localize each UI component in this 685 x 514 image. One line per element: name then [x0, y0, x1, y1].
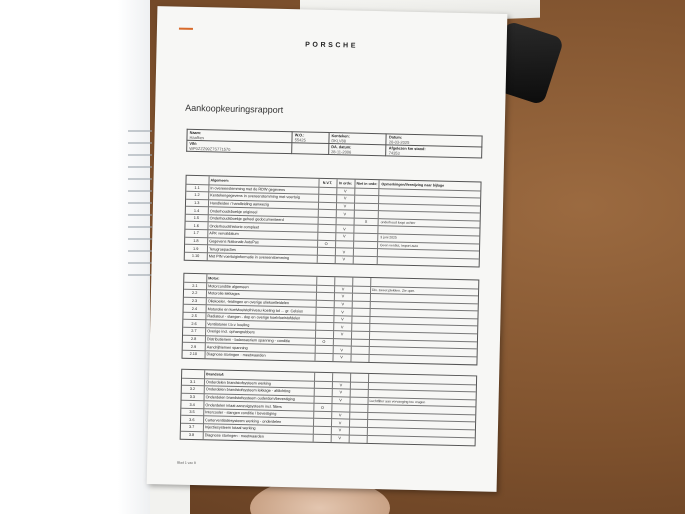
- item-number: 1.3: [186, 199, 208, 207]
- item-in-orde-mark: V: [333, 308, 351, 316]
- item-description: Aandrijfriemen spanning: [205, 343, 315, 353]
- item-niet-in-orde-mark: [353, 256, 378, 264]
- item-in-orde-mark: V: [335, 225, 353, 233]
- item-note: Div. zweet plekken. Zie opm.: [370, 286, 478, 296]
- item-note: [367, 435, 475, 445]
- inspection-report-sheet: [147, 6, 508, 492]
- vehicle-info-value: 28-03-2025: [388, 138, 410, 145]
- item-description: Handleiden / handleiding aanwezig: [208, 199, 318, 209]
- item-number: 2.5: [183, 312, 205, 320]
- item-description: Onderhoudshistorie compleet: [207, 222, 317, 232]
- item-nvt-mark: [314, 353, 332, 361]
- vehicle-info-label: Naam:: [189, 130, 202, 135]
- vehicle-info-cell: [292, 143, 329, 155]
- item-note: [368, 354, 476, 364]
- item-number: 1.2: [186, 191, 208, 199]
- item-description: Kentekengegevens in overeenstemming met voertuig: [208, 192, 318, 202]
- vehicle-info-label: Afgelezen km stand:: [388, 145, 426, 151]
- column-niet-in-orde: Niet in orde:: [354, 180, 379, 189]
- item-in-orde-mark: V: [331, 412, 349, 420]
- vehicle-info-label: [295, 144, 327, 145]
- item-number: 2.3: [184, 297, 206, 305]
- item-in-orde-mark: V: [333, 331, 351, 339]
- item-in-orde-mark: V: [336, 202, 354, 210]
- item-nvt-mark: [313, 434, 331, 442]
- item-in-orde-mark: V: [331, 419, 349, 427]
- item-note: Luchtfilter aan vervanging toe vragen: [367, 397, 475, 407]
- item-description: Gegevens Nationale AutoPas: [207, 237, 317, 247]
- vehicle-info-value: DKLV88: [331, 137, 347, 143]
- vehicle-info-label: DA. datum:: [331, 144, 352, 150]
- item-in-orde-mark: V: [333, 323, 351, 331]
- background-paper-lines: [128, 120, 152, 280]
- item-in-orde-mark: V: [331, 427, 349, 435]
- item-description: Ventilatoren t.b.v. koeling: [205, 320, 315, 330]
- section-title: Brandstof:: [204, 370, 314, 380]
- item-number: 3.1: [182, 378, 204, 386]
- item-number: 3.5: [181, 408, 203, 416]
- item-number: 3.3: [182, 393, 204, 401]
- item-note: onderhoud loopt achter: [379, 219, 480, 229]
- item-number: 1.9: [185, 245, 207, 253]
- item-number: 2.2: [184, 289, 206, 297]
- vehicle-info-label: Datum:: [388, 134, 403, 140]
- checklist-table: [182, 274, 478, 365]
- item-number: 2.7: [183, 327, 205, 335]
- item-number: 1.8: [185, 237, 207, 245]
- item-description: Diagnose storingen - meetwaarden: [204, 351, 314, 361]
- item-description: Motorolie lekkages: [206, 290, 316, 300]
- item-number: 1.5: [186, 214, 208, 222]
- item-description: Onderhoudsboekje origineel: [208, 207, 318, 217]
- section-motor: [181, 273, 479, 366]
- item-number: 3.8: [181, 431, 203, 439]
- vehicle-info-cell: [329, 144, 387, 156]
- item-note: 3 juni 2025: [378, 234, 479, 244]
- item-niet-in-orde-mark: [350, 354, 368, 362]
- vehicle-info-table: [186, 129, 482, 159]
- vehicle-info-value: WP0ZZZ99Z7S771570: [189, 145, 231, 152]
- item-niet-in-orde-mark: X: [354, 218, 379, 226]
- checklist-table: [185, 176, 481, 267]
- vehicle-info-label: W.O.:: [294, 132, 305, 137]
- item-number: 3.2: [182, 385, 204, 393]
- item-in-orde-mark: V: [335, 233, 353, 241]
- item-number: 3.4: [181, 401, 203, 409]
- item-niet-in-orde-mark: [349, 435, 367, 443]
- vehicle-info-value: Haafkes: [189, 134, 205, 140]
- item-description: Onderdelen inlaat aanzuigsysteem incl. filters: [203, 401, 313, 411]
- section-title: Motor:: [206, 274, 316, 284]
- item-number: 2.8: [183, 335, 205, 343]
- item-note: Geen verdict, import auto: [378, 241, 479, 251]
- item-number: 3.7: [181, 423, 203, 431]
- item-in-orde-mark: V: [334, 300, 352, 308]
- item-description: Distributieriem - balansasriem spanning - conditie: [205, 335, 315, 345]
- item-description: Motorolie en koelvloeistofniveau koeling tot ... gr. Celsius: [206, 305, 316, 315]
- item-in-orde-mark: V: [334, 285, 352, 293]
- item-in-orde-mark: V: [332, 381, 350, 389]
- report-title: Aankoopkeuringsrapport: [185, 102, 284, 115]
- vehicle-info-value: 74353: [388, 149, 400, 156]
- column-nvt: N.V.T.: [318, 179, 336, 187]
- item-number: 1.1: [186, 184, 208, 192]
- item-number: 1.4: [186, 207, 208, 215]
- item-description: Onderdelen brandstofsysteem lekkage - afdichting: [204, 386, 314, 396]
- item-description: Terugroepacties: [207, 245, 317, 255]
- item-description: Carterventilatiesysteem werking - onderdelen: [203, 416, 313, 426]
- item-in-orde-mark: V: [336, 210, 354, 218]
- item-nvt-mark: O: [315, 338, 333, 346]
- item-description: Onderhoudsboekje geheel gedocumenteerd: [208, 215, 318, 225]
- item-description: Oliekoeler, -leidingen en overige oliekoelleidelen: [206, 297, 316, 307]
- item-in-orde-mark: V: [333, 316, 351, 324]
- item-in-orde-mark: V: [336, 187, 354, 195]
- item-description: In overeenstemming met de RDW gegevens: [208, 184, 318, 194]
- item-in-orde-mark: V: [335, 256, 353, 264]
- item-number: 2.9: [183, 343, 205, 351]
- orange-marker: [179, 28, 193, 30]
- item-description: Injectiesysteem totaal werking: [203, 424, 313, 434]
- item-description: Onderdelen brandstofsysteem ouderdom/bevestiging: [204, 393, 314, 403]
- section-title: Algemeen:: [208, 176, 318, 186]
- item-number: 3.6: [181, 416, 203, 424]
- item-nvt-mark: [317, 255, 335, 263]
- item-in-orde-mark: V: [331, 396, 349, 404]
- item-description: Motorconditie algemeen: [206, 282, 316, 292]
- vehicle-info-cell: [187, 140, 292, 153]
- vehicle-info-cell: [386, 145, 482, 158]
- vehicle-info-value: [295, 144, 327, 145]
- checklist-table: [181, 370, 476, 445]
- item-description: Met PIN voertuiginformatie in overeenstemming: [207, 253, 317, 263]
- item-in-orde-mark: V: [332, 353, 350, 361]
- vehicle-info-cell: [292, 132, 329, 144]
- item-number: 2.1: [184, 282, 206, 290]
- item-description: Onderdelen brandstofsysteem werking: [204, 378, 314, 388]
- item-description: APK vervaldatum: [207, 230, 317, 240]
- column-in-orde: In orde:: [336, 179, 354, 187]
- item-number: 2.4: [184, 305, 206, 313]
- item-description: Intercooler - slangen conditie / bevestiging: [203, 409, 313, 419]
- item-in-orde-mark: V: [332, 389, 350, 397]
- column-opmerkingen: Opmerkingen/Verwijzing naar bijlage: [379, 180, 480, 190]
- item-in-orde-mark: V: [336, 195, 354, 203]
- section-algemeen: [184, 175, 482, 268]
- item-description: Overige incl. ophangrubbers: [205, 328, 315, 338]
- item-number: 1.7: [185, 229, 207, 237]
- brand-logo: PORSCHE: [305, 41, 359, 50]
- item-in-orde-mark: V: [331, 434, 349, 442]
- item-description: Radiateur - slangen - dop en overige koelvloeistofdelen: [205, 313, 315, 323]
- vehicle-info-label: Kenteken:: [331, 133, 350, 138]
- vehicle-info-value: 28-11-2006: [331, 148, 352, 155]
- item-number: 1.6: [185, 222, 207, 230]
- item-in-orde-mark: V: [333, 346, 351, 354]
- item-number: 1.10: [185, 252, 207, 260]
- item-number: 2.10: [182, 350, 204, 358]
- item-note: [378, 256, 479, 266]
- item-nvt-mark: O: [317, 240, 335, 248]
- vehicle-info-label: VIN:: [189, 141, 198, 146]
- item-description: Diagnose storingen - meetwaarden: [203, 431, 313, 441]
- item-nvt-mark: O: [313, 404, 331, 412]
- page-footer: Blad 1 van 8: [177, 460, 197, 466]
- item-in-orde-mark: V: [335, 248, 353, 256]
- item-in-orde-mark: V: [334, 293, 352, 301]
- vehicle-info-value: 55425: [294, 136, 306, 142]
- section-brandstof: [180, 369, 478, 446]
- item-number: 2.6: [183, 320, 205, 328]
